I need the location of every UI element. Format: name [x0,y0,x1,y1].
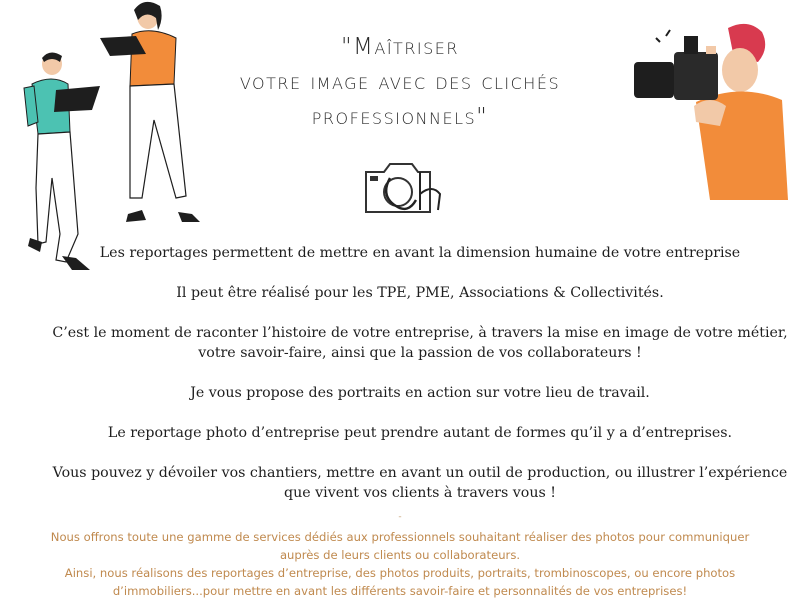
services-line-1: Nous offrons toute une gamme de services dédiés aux professionnels souhaitant réaliser des photos pour communiquer [50,530,750,544]
paragraph-5: Le reportage photo d’entreprise peut prendre autant de formes qu’il y a d’entreprises. [107,425,733,441]
intro-text [40,243,800,503]
paragraph-6-line-2: que vivent vos clients à travers vous ! [284,485,556,501]
services-line-2: auprès de leurs clients ou collaborateurs. [279,548,521,562]
services-text [10,528,790,600]
separator: - [398,512,402,522]
paragraph-6-line-1: Vous pouvez y dévoiler vos chantiers, mettre en avant un outil de production, ou illustrer l’expérience [52,465,788,481]
headline-line-2: votre image avec des clichés [239,69,561,95]
paragraph-3-line-1: C’est le moment de raconter l’histoire de votre entreprise, à travers la mise en image de votre métier, [52,325,788,341]
headline-line-1: "Maîtriser [340,34,460,60]
camera-monogram-logo [360,158,456,220]
paragraph-4: Je vous propose des portraits en action sur votre lieu de travail. [190,385,650,401]
paragraph-1: Les reportages permettent de mettre en avant la dimension humaine de votre entreprise [99,245,741,261]
headline [170,30,630,135]
headline-line-3: professionnels" [311,104,489,130]
services-line-3: Ainsi, nous réalisons des reportages d’entreprise, des photos produits, portraits, trombinoscopes, ou encore photos [64,566,736,580]
photographer-illustration [630,22,790,202]
paragraph-3-line-2: votre savoir-faire, ainsi que la passion de vos collaborateurs ! [198,345,642,361]
paragraph-2: Il peut être réalisé pour les TPE, PME, Associations & Collectivités. [176,285,664,301]
services-line-4: d’immobiliers...pour mettre en avant les différents savoir-faire et personnalités de vos entreprises! [112,584,688,598]
